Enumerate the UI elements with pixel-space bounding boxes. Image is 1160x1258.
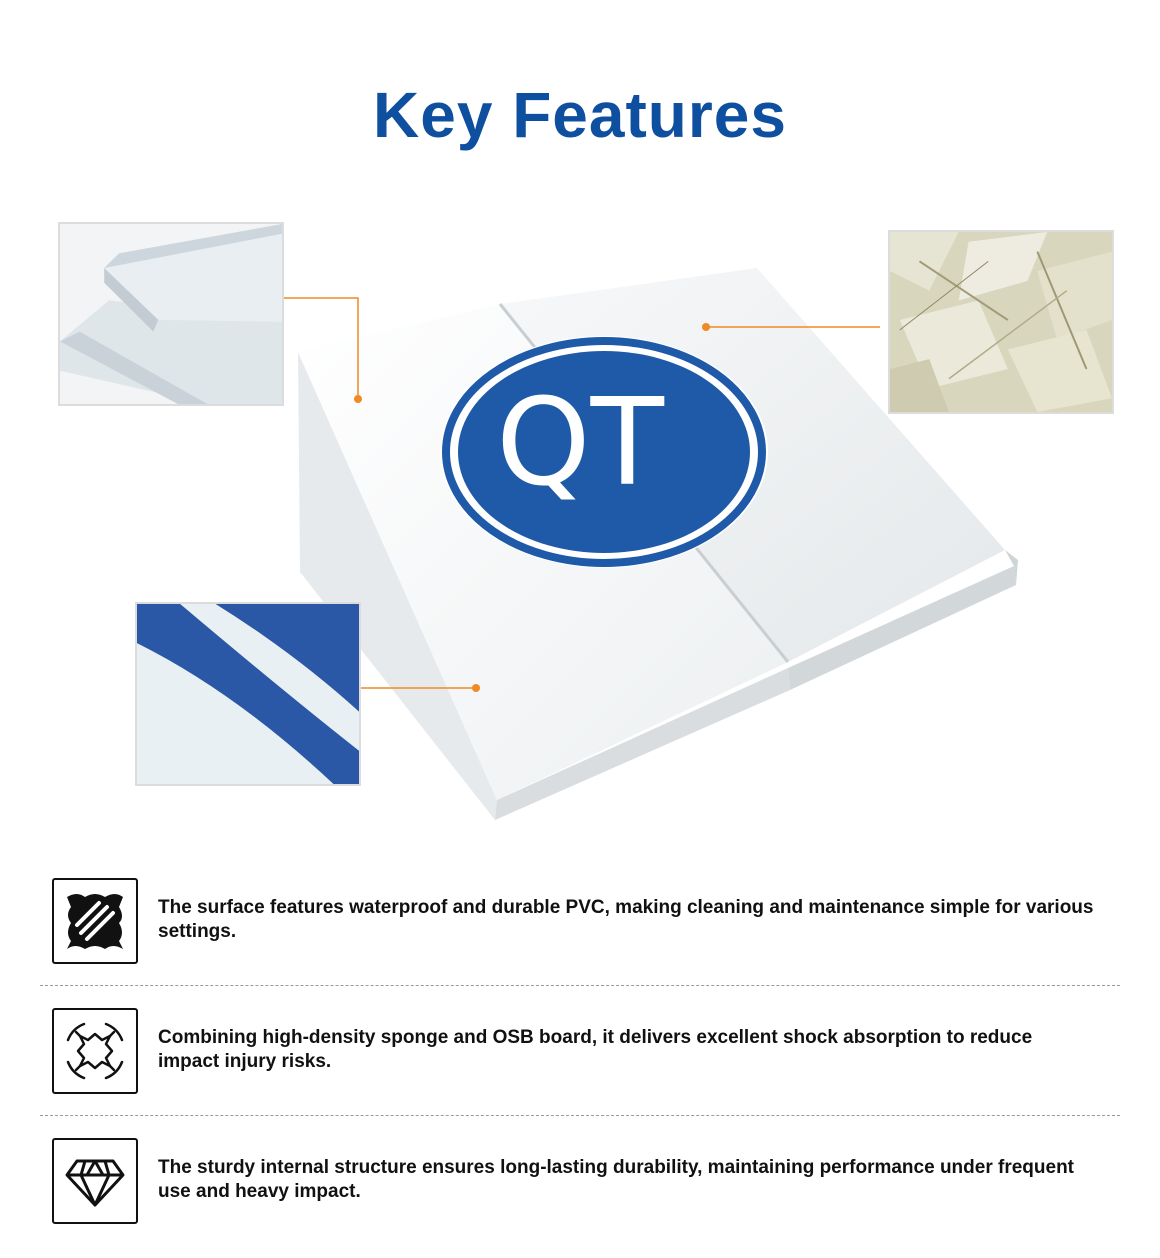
diamond-icon [52, 1138, 138, 1224]
feature-text: Combining high-density sponge and OSB board, it delivers excellent shock absorption to reduce impact injury risks. [158, 1027, 1033, 1072]
osb-board-thumbnail [888, 230, 1114, 414]
shock-absorb-icon [52, 1008, 138, 1094]
product-hero [0, 200, 1160, 840]
pvc-edge-thumbnail [58, 222, 284, 406]
feature-item [40, 868, 1120, 998]
feature-item [40, 998, 1120, 1128]
page-title: Key Features [373, 79, 787, 151]
mat-logo-text: QT [496, 374, 664, 513]
feature-text: The sturdy internal structure ensures long-lasting durability, maintaining performance under frequent use and heavy impact. [158, 1157, 1075, 1202]
feature-text: The surface features waterproof and durable PVC, making cleaning and maintenance simple for various settings. [158, 897, 1094, 942]
fabric-texture-icon [52, 878, 138, 964]
feature-item [40, 1128, 1120, 1258]
divider [40, 985, 1120, 986]
logo-print-thumbnail [135, 602, 361, 786]
divider [40, 1115, 1120, 1116]
feature-list [40, 868, 1120, 1258]
